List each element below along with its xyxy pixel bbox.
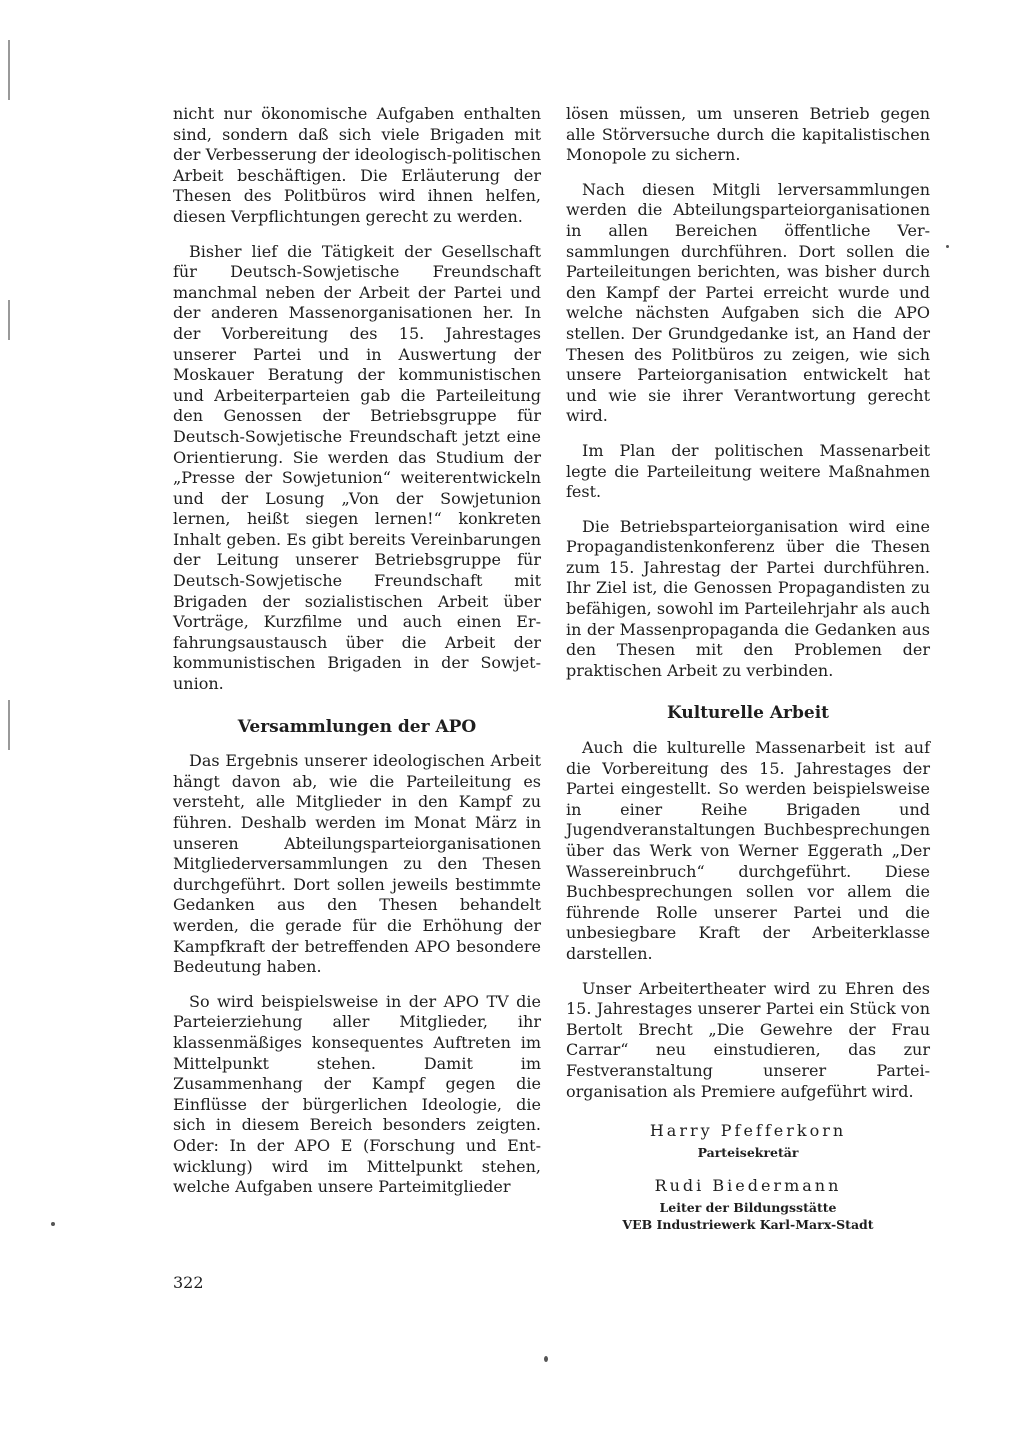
left-paragraph-1: nicht nur ökonomische Aufgaben enthalten sind, sondern daß sich viele Brigaden mit der Verbesserung der ideologisch-politischen Arbeit beschäftigen. Die Erläuterung der Thesen des Politbüros wird ihnen helfen, diesen Verpflichtungen gerecht zu werden. bbox=[173, 104, 541, 226]
signature-role: VEB Industriewerk Karl-Marx-Stadt bbox=[622, 1217, 874, 1233]
right-paragraph-3: Im Plan der politischen Massenarbeit legte die Parteileitung weitere Maßnahmen fest. bbox=[566, 440, 930, 502]
scan-speck bbox=[544, 1356, 548, 1362]
signature-name: Rudi Biedermann bbox=[654, 1176, 842, 1196]
scan-edge-mark bbox=[8, 40, 10, 100]
signature-role: Parteisekretär bbox=[697, 1145, 799, 1161]
scan-speck bbox=[51, 1222, 55, 1226]
signature-block bbox=[566, 1175, 930, 1233]
signature-name: Harry Pfefferkorn bbox=[649, 1121, 847, 1141]
right-paragraph-1: lösen müssen, um unseren Betrieb gegen alle Störversuche durch die kapitalistischen Monopole zu sichern. bbox=[566, 104, 930, 165]
signature-block bbox=[566, 1120, 930, 1161]
left-section-paragraph-2: So wird beispielsweise in der APO TV die Parteierziehung aller Mitglieder, ihr klassenmäßiges konsequentes Auftreten im Mittelpunkt stehen. Damit im Zusammenhang der Kampf gegen die Einflüsse der bürgerlichen Ideologie, die sich in diesem Bereich besonders zeigten. Oder: In der APO E (Forschung und Entwicklung) wird im Mittelpunkt stehen, welche Aufgaben unsere Parteimitglieder bbox=[173, 991, 541, 1197]
left-section-paragraph-1: Das Ergebnis unserer ideologischen Arbeit hängt davon ab, wie die Parteileitung es versteht, alle Mitglieder in den Kampf zu führen. Deshalb werden im Monat März in unseren Abteilungsparteiorganisationen Mitgliederversammlungen zu den Thesen durchgeführt. Dort sollen jeweils bestimmte Gedanken aus den Thesen behandelt werden, die gerade für die Erhöhung der Kampfkraft der betreffenden APO besondere Bedeutung haben. bbox=[173, 751, 541, 977]
section-heading-apo: Versammlungen der APO bbox=[237, 716, 477, 737]
section-heading-kultur: Kulturelle Arbeit bbox=[666, 703, 829, 724]
right-column bbox=[566, 104, 930, 1233]
scan-edge-mark bbox=[8, 700, 10, 750]
right-section-paragraph-1: Auch die kulturelle Massenarbeit ist auf die Vorbereitung des 15. Jahrestages der Partei eingestellt. So werden beispielsweise in einer Reihe Brigaden und Jugendveranstaltungen Buchbesprechungen über das Werk von Werner Eggerath „Der Wassereinbruch“ durchgeführt. Diese Buchbesprechungen sollen vor allem die führende Rolle unserer Partei und die unbesiegbare Kraft der Arbeiterklasse darstellen. bbox=[566, 738, 930, 963]
scan-speck bbox=[946, 245, 949, 248]
left-column bbox=[173, 104, 541, 1198]
right-paragraph-4: Die Betriebsparteiorganisation wird eine Propagandistenkonferenz über die Thesen zum 15. Jahrestag der Partei durchführen. Ihr Ziel ist, die Genossen Propagandisten zu befähigen, sowohl im Parteilehrjahr als auch in der Massenpropaganda die Gedanken aus den Thesen mit den Problemen der praktischen Arbeit zu verbinden. bbox=[566, 516, 930, 680]
right-paragraph-2: Nach diesen Mitgli lerversammlungen werden die Abteilungsparteiorganisationen in allen Bereichen öffentliche Versammlungen durchführen. Dort sollen die Parteileitungen berichten, was bisher durch den Kampf der Partei erreicht wurde und welche nächsten Aufgaben sich die APO stellen. Der Grundgedanke ist, an Hand der Thesen des Politbüros zu zeigen, wie sich unsere Parteiorganisation entwickelt hat und wie sie ihrer Verantwortung gerecht wird. bbox=[566, 179, 930, 426]
signature-area bbox=[566, 1120, 930, 1233]
signature-role: Leiter der Bildungsstätte bbox=[659, 1200, 837, 1216]
scan-edge-mark bbox=[8, 300, 10, 340]
page-number: 322 bbox=[173, 1273, 204, 1292]
right-section-paragraph-2: Unser Arbeitertheater wird zu Ehren des 15. Jahrestages unserer Partei ein Stück von Bertolt Brecht „Die Gewehre der Frau Carrar“ neu einstudieren, das zur Festveranstaltung unserer Parteiorganisation als Premiere aufgeführt wird. bbox=[566, 978, 930, 1101]
left-paragraph-2: Bisher lief die Tätigkeit der Gesellschaft für Deutsch-Sowjetische Freundschaft manchmal neben der Arbeit der Partei und der anderen Massenorganisationen her. In der Vorbereitung des 15. Jahrestages unserer Partei und in Auswertung der Moskauer Beratung der kommunistischen und Arbeiterparteien gab die Parteileitung den Genossen der Betriebsgruppe für Deutsch-Sowjetische Freundschaft jetzt eine Orientierung. Sie werden das Studium der „Presse der Sowjetunion“ weiterentwickeln und der Losung „Von der Sowjetunion lernen, heißt siegen lernen!“ konkreten Inhalt geben. Es gibt bereits Vereinbarungen der Leitung unserer Betriebsgruppe für Deutsch-Sowjetische Freundschaft mit Brigaden der sozialistischen Arbeit über Vorträge, Kurzfilme und auch einen Erfahrungsaustausch über die Arbeit der kommunistischen Brigaden in der Sowjetunion. bbox=[173, 241, 541, 694]
